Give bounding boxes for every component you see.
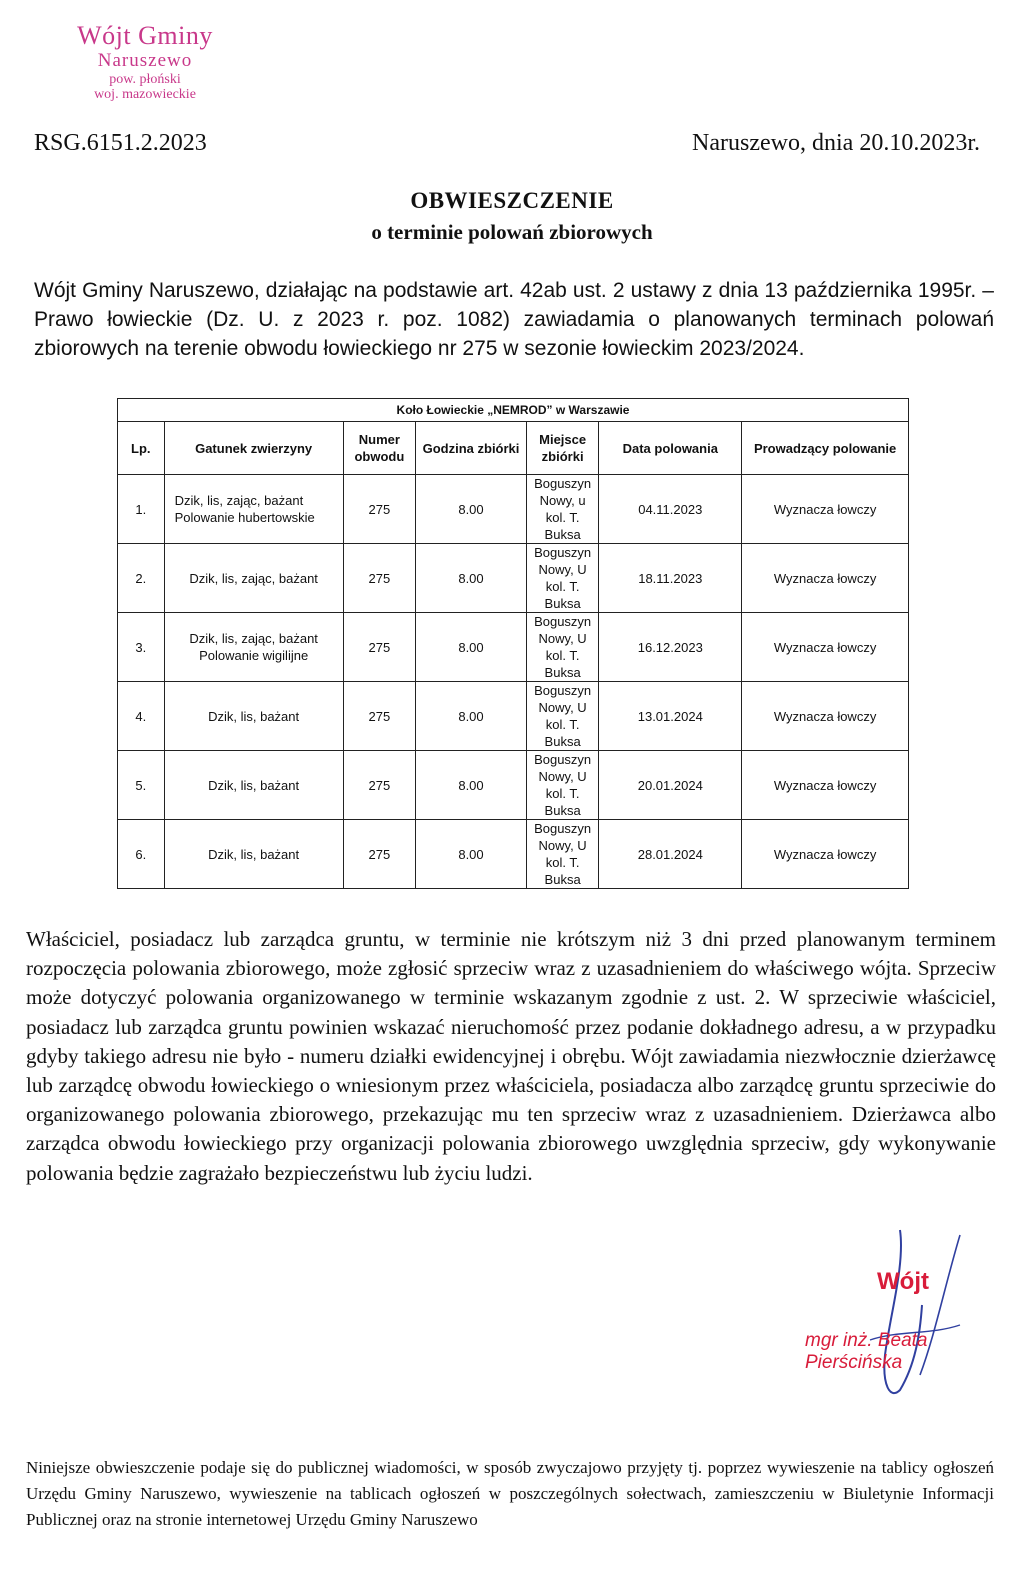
cell-leader: Wyznacza łowczy	[742, 544, 909, 613]
cell-lp: 6.	[118, 820, 165, 889]
header-species: Gatunek zwierzyny	[164, 422, 343, 475]
table-row	[118, 544, 909, 613]
cell-place: Boguszyn Nowy, U kol. T. Buksa	[526, 751, 598, 820]
cell-lp: 1.	[118, 475, 165, 544]
cell-lp: 3.	[118, 613, 165, 682]
cell-district: 275	[343, 475, 415, 544]
cell-district: 275	[343, 544, 415, 613]
header-time: Godzina zbiórki	[416, 422, 527, 475]
cell-date: 28.01.2024	[599, 820, 742, 889]
hunting-club-name: Koło Łowieckie „NEMROD” w Warszawie	[118, 399, 909, 422]
reference-number: RSG.6151.2.2023	[34, 130, 207, 156]
cell-leader: Wyznacza łowczy	[742, 475, 909, 544]
place-and-date: Naruszewo, dnia 20.10.2023r.	[692, 130, 980, 156]
cell-species: Dzik, lis, zając, bażant	[164, 544, 343, 613]
signature-title: Wójt	[877, 1268, 929, 1295]
header-date: Data polowania	[599, 422, 742, 475]
cell-lp: 4.	[118, 682, 165, 751]
header-place: Miejsce zbiórki	[526, 422, 598, 475]
cell-district: 275	[343, 751, 415, 820]
header-lp: Lp.	[118, 422, 165, 475]
cell-time: 8.00	[416, 820, 527, 889]
table-header-row	[118, 422, 909, 475]
handwritten-signature	[860, 1225, 970, 1405]
cell-time: 8.00	[416, 682, 527, 751]
cell-leader: Wyznacza łowczy	[742, 751, 909, 820]
publication-notice: Niniejsze obwieszczenie podaje się do publicznej wiadomości, w sposób zwyczajowo przyjęty tj. poprzez wywieszenie na tablicy ogłoszeń Urzędu Gminy Naruszewo, wywieszenie na tablicach ogłoszeń w poszczególnych sołectwach, zamieszczeniu w Biuletynie Informacji Publicznej oraz na stronie internetowej Urzędu Gminy Naruszewo	[26, 1458, 994, 1529]
header-leader: Prowadzący polowanie	[742, 422, 909, 475]
cell-leader: Wyznacza łowczy	[742, 613, 909, 682]
cell-date: 20.01.2024	[599, 751, 742, 820]
cell-date: 04.11.2023	[599, 475, 742, 544]
cell-place: Boguszyn Nowy, u kol. T. Buksa	[526, 475, 598, 544]
cell-district: 275	[343, 820, 415, 889]
cell-species: Dzik, lis, zając, bażant Polowanie hubertowskie	[164, 475, 343, 544]
header-district: Numer obwodu	[343, 422, 415, 475]
signature-name: mgr inż. Beata Pierścińska	[805, 1330, 928, 1373]
table-row	[118, 613, 909, 682]
cell-place: Boguszyn Nowy, U kol. T. Buksa	[526, 682, 598, 751]
cell-species: Dzik, lis, zając, bażant Polowanie wigilijne	[164, 613, 343, 682]
table-row	[118, 751, 909, 820]
cell-leader: Wyznacza łowczy	[742, 682, 909, 751]
cell-lp: 5.	[118, 751, 165, 820]
cell-place: Boguszyn Nowy, U kol. T. Buksa	[526, 544, 598, 613]
cell-time: 8.00	[416, 544, 527, 613]
cell-district: 275	[343, 613, 415, 682]
cell-district: 275	[343, 682, 415, 751]
stamp-line-4: woj. mazowieckie	[94, 86, 196, 102]
objection-paragraph: Właściciel, posiadacz lub zarządca gruntu, w terminie nie krótszym niż 3 dni przed planowanym terminem rozpoczęcia polowania zbiorowego, może zgłosić sprzeciw wraz z uzasadnieniem do właściwego wójta. Sprzeciw może dotyczyć polowania organizowanego w terminie wskazanym zgodnie z ust. 2. W sprzeciwie właściciel, posiadacz lub zarządca gruntu powinien wskazać nieruchomość przez podanie dokładnego adresu, a w przypadku gdyby takiego adresu nie było - numeru działki ewidencyjnej i obrębu. Wójt zawiadamia niezwłocznie dzierżawcę lub zarządcę obwodu łowieckiego o wniesionym przez właściciela, posiadacza albo zarządcę gruntu sprzeciwie do organizowanego polowania zbiorowego, przekazując mu ten sprzeciw wraz z uzasadnieniem. Dzierżawca albo zarządca obwodu łowieckiego przy organizacji polowania zbiorowego uwzględnia sprzeciw, gdy wykonywanie polowania będzie zagrażało bezpieczeństwu lub życiu ludzi.	[26, 927, 996, 1185]
stamp-line-1: Wójt Gminy	[77, 21, 213, 50]
cell-place: Boguszyn Nowy, U kol. T. Buksa	[526, 820, 598, 889]
stamp-line-3: pow. płoński	[109, 72, 181, 88]
table-row	[118, 820, 909, 889]
cell-species: Dzik, lis, bażant	[164, 751, 343, 820]
stamp-line-2: Naruszewo	[97, 50, 193, 72]
table-row	[118, 682, 909, 751]
cell-lp: 2.	[118, 544, 165, 613]
document-title: OBWIESZCZENIE	[410, 188, 614, 213]
cell-date: 18.11.2023	[599, 544, 742, 613]
office-stamp	[50, 22, 240, 103]
cell-time: 8.00	[416, 751, 527, 820]
table-row	[118, 475, 909, 544]
cell-place: Boguszyn Nowy, U kol. T. Buksa	[526, 613, 598, 682]
document-subtitle: o terminie polowań zbiorowych	[371, 220, 653, 244]
cell-leader: Wyznacza łowczy	[742, 820, 909, 889]
cell-time: 8.00	[416, 475, 527, 544]
cell-time: 8.00	[416, 613, 527, 682]
cell-species: Dzik, lis, bażant	[164, 820, 343, 889]
intro-paragraph: Wójt Gminy Naruszewo, działając na podstawie art. 42ab ust. 2 ustawy z dnia 13 października 1995r. – Prawo łowieckie (Dz. U. z 2023 r. poz. 1082) zawiadamia o planowanych terminach polowań zbiorowych na terenie obwodu łowieckiego nr 275 w sezonie łowieckim 2023/2024.	[34, 279, 994, 360]
cell-date: 13.01.2024	[599, 682, 742, 751]
cell-species: Dzik, lis, bażant	[164, 682, 343, 751]
hunt-schedule-table	[117, 398, 909, 889]
cell-date: 16.12.2023	[599, 613, 742, 682]
